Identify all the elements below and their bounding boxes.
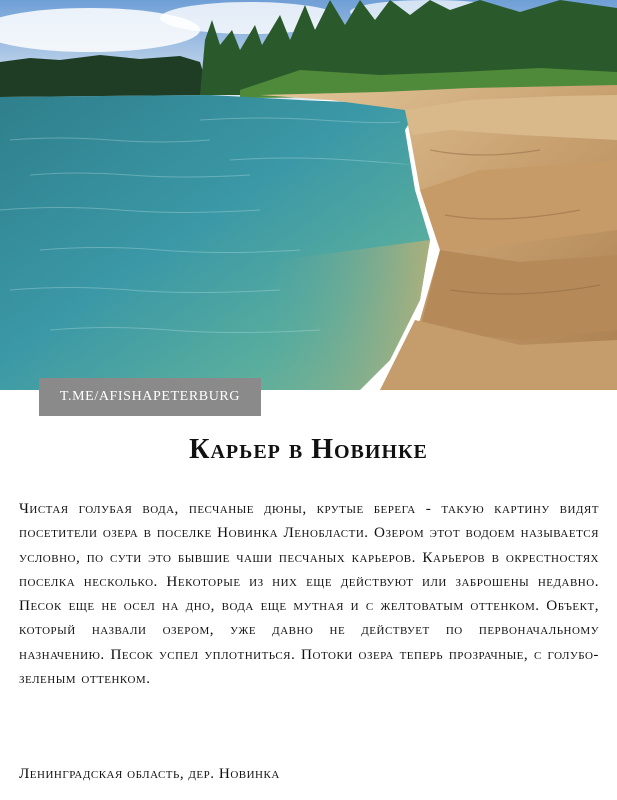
lake-photo (0, 0, 617, 390)
source-watermark: T.ME/AFISHAPETERBURG (39, 378, 261, 416)
post-body: Чистая голубая вода, песчаные дюны, крутые берега - такую картину видят посетители озера в поселке Новинка Ленобласти. Озером этот водоем называется условно, по сути это бывшие чаши песчаных карьеров. Карьеров в окрестностях поселка несколько. Некоторые из них еще действуют или заброшены недавно. Песок еще не осел на дно, вода еще мутная и с желтоватым оттенком. Объект, который назвали озером, уже давно не действует по первоначальному назначению. Песок успел уплотниться. Потоки озера теперь прозрачные, с голубо-зеленым оттенком. (19, 500, 599, 688)
post-location: Ленинградская область, дер. Новинка (19, 765, 280, 782)
post-title: Карьер в Новинке (189, 434, 428, 465)
